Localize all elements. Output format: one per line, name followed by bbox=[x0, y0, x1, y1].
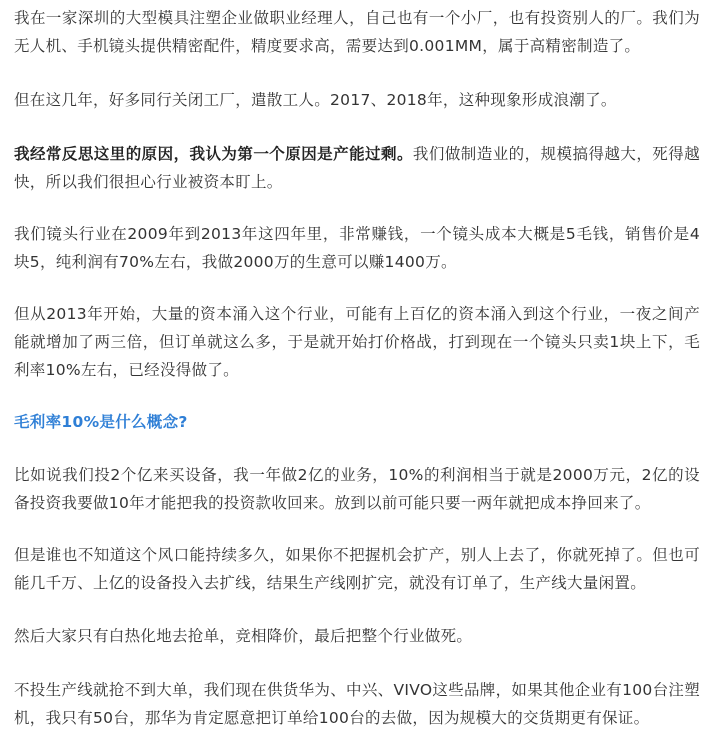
paragraph-intro: 我在一家深圳的大型模具注塑企业做职业经理人，自己也有一个小厂，也有投资别人的厂。我们为无人机、手机镜头提供精密配件，精度要求高，需要达到0.001MM，属于高精密制造了。 bbox=[14, 9, 700, 55]
paragraph-capital-inflow: 但从2013年开始，大量的资本涌入这个行业，可能有上百亿的资本涌入到这个行业，一夜之间产能就增加了两三倍，但订单就这么多，于是就开始打价格战，打到现在一个镜头只卖1块上下，毛利率10%左右，已经没得做了。 bbox=[14, 305, 700, 379]
paragraph-lens-profit: 我们镜头行业在2009年到2013年这四年里，非常赚钱，一个镜头成本大概是5毛钱，销售价是4块5，纯利润有70%左右，我做2000万的生意可以赚1400万。 bbox=[14, 225, 700, 271]
bold-statement: 我经常反思这里的原因，我认为第一个原因是产能过剩。 bbox=[14, 145, 413, 163]
paragraph-overcapacity bbox=[14, 140, 700, 196]
paragraph-scale-orders: 不投生产线就抢不到大单，我们现在供货华为、中兴、VIVO这些品牌，如果其他企业有100台注塑机，我只有50台，那华为肯定愿意把订单给100台的去做，因为规模大的交货期更有保证。 bbox=[14, 681, 700, 727]
paragraph-expansion-risk: 但是谁也不知道这个风口能持续多久，如果你不把握机会扩产，别人上去了，你就死掉了。但也可能几千万、上亿的设备投入去扩线，结果生产线刚扩完，就没有订单了，生产线大量闲置。 bbox=[14, 546, 700, 592]
section-heading: 毛利率10%是什么概念? bbox=[14, 413, 188, 431]
paragraph-factory-closures: 但在这几年，好多同行关闭工厂，遣散工人。2017、2018年，这种现象形成浪潮了。 bbox=[14, 91, 617, 109]
paragraph-price-war: 然后大家只有白热化地去抢单，竞相降价，最后把整个行业做死。 bbox=[14, 627, 473, 645]
paragraph-margin-example: 比如说我们投2个亿来买设备，我一年做2亿的业务，10%的利润相当于就是2000万元，2亿的设备投资我要做10年才能把我的投资款收回来。放到以前可能只要一两年就把成本挣回来了。 bbox=[14, 466, 700, 512]
paragraph-overcapacity-rest: 我们做制造业的，规模搞得越大，死得越快，所以我们很担心行业被资本盯上。 bbox=[14, 145, 700, 191]
